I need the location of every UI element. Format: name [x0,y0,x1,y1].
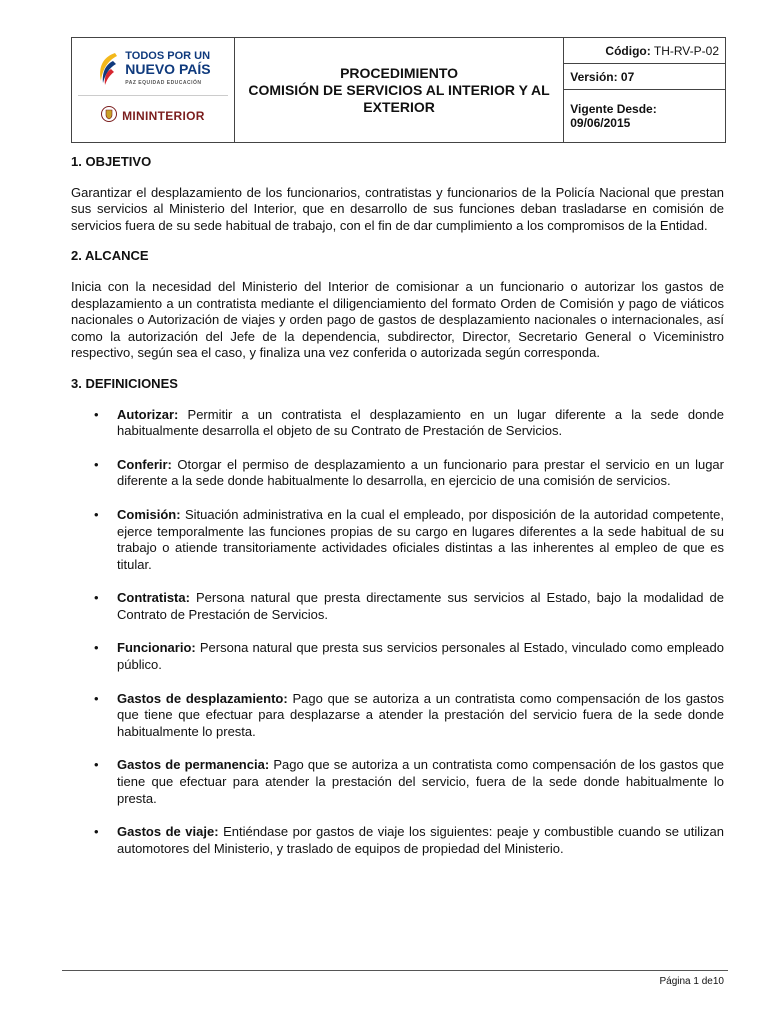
bullet-icon: • [94,824,99,840]
definition-term: Contratista: [117,590,190,606]
alcance-paragraph: Inicia con la necesidad del Ministerio del Interior de comisionar a un funcionario o autorizar los gastos de desplazamiento a un contratista mediante el diligenciamiento del formato Orden de Comisión y pago de viáticos nacionales o Autorización de viajes y orden pago de gastos de desplazamiento nacionales o internacionales, así como la autorización del Jefe de la dependencia, subdirector, Director, Secretario General o Viceministro respectivo, según sea el caso, y finaliza una vez conferida o autorizada según corresponda. [71,278,724,361]
definition-text: Otorgar el permiso de desplazamiento a un funcionario para prestar el servicio en un lugar diferente a la sede donde habitualmente lo desarrolla, en ejercicio de una comisión de servicios. [117,456,724,489]
definition-item [94,757,724,807]
document-code [564,38,726,64]
section-heading-alcance: 2. ALCANCE [71,248,149,264]
document-title [234,38,563,143]
definition-text: Pago que se autoriza a un contratista como compensación de los gastos que tiene que efectuar para atender la prestación del servicio, fuera de la sede donde habitualmente lo presta. [117,757,724,806]
bullet-icon: • [94,590,99,606]
code-label: Código: [605,43,651,58]
title-line-1: PROCEDIMIENTO [340,64,459,81]
definition-text: Entiéndase por gastos de viaje los siguientes: peaje y combustible cuando se utilizan automotores del Ministerio, y traslado de equipos de propiedad del Ministerio. [117,824,724,856]
definition-term: Gastos de permanencia: [117,757,270,773]
document-version [564,64,726,90]
coat-of-arms-icon [101,105,117,128]
bullet-icon: • [94,456,99,472]
bullet-icon: • [94,506,99,522]
bullet-icon: • [94,406,99,422]
document-valid-since [564,90,726,143]
logo-line-2: NUEVO PAÍS [125,61,211,77]
definition-item [94,824,724,857]
page-number: Página 1 de10 [659,976,724,987]
definition-term: Conferir: [117,456,172,472]
title-line-2: COMISIÓN DE SERVICIOS AL INTERIOR Y AL EXTERIOR [248,81,550,115]
definitions-list [94,407,724,858]
colombia-flag-swoosh-icon [95,51,121,89]
definition-text: Situación administrativa en la cual el empleado, por disposición de la autoridad competente, ejerce temporalmente las funciones propias de su cargo en lugares diferentes a la sede habitual de su trabajo o atiende transitoriamente actividades oficiales distintas a las inherentes al empleo de que es titular. [117,506,724,572]
definition-item [94,640,724,673]
section-heading-objetivo: 1. OBJETIVO [71,154,152,169]
section-heading-definiciones: 3. DEFINICIONES [71,375,178,391]
definition-term: Funcionario: [117,640,196,656]
definition-item [94,457,724,490]
todos-por-un-nuevo-pais-logo [78,44,228,96]
document-header [71,37,726,143]
version-label: Versión: 07 [570,69,635,84]
definition-item [94,507,724,573]
valid-label: Vigente Desde: [570,102,657,116]
logo-cell [72,38,235,143]
definition-text: Persona natural que presta directamente sus servicios al Estado, bajo la modalidad de Contrato de Prestación de Servicios. [117,590,724,622]
code-value: TH-RV-P-02 [653,43,719,58]
definition-text: Pago que se autoriza a un contratista como compensación de los gastos que tiene que efectuar para desplazarse a atender la prestación del servicio fuera de la sede donde habitualmente lo presta. [117,690,724,739]
mininterior-logo [78,96,228,136]
objetivo-paragraph: Garantizar el desplazamiento de los funcionarios, contratistas y funcionarios de la Policía Nacional que prestan sus servicios al Ministerio del Interior, que en desarrollo de sus funciones deban trasladarse en comisión de servicios fuera de su sede habitual de trabajo, con el fin de dar cumplimiento a los compromisos de la Entidad. [71,184,724,233]
valid-value: 09/06/2015 [570,116,631,130]
bullet-icon: • [94,640,99,656]
definition-text: Permitir a un contratista el desplazamiento en un lugar diferente a la sede donde habitualmente desarrolla el objeto de su Contrato de Prestación de Servicios. [117,406,724,439]
definition-term: Gastos de viaje: [117,824,219,840]
definition-item [94,691,724,741]
definition-term: Comisión: [117,506,181,522]
document-body [71,154,724,874]
logo-line-1: TODOS POR UN [125,50,211,62]
definition-text: Persona natural que presta sus servicios personales al Estado, vinculado como empleado público. [117,640,724,673]
definition-term: Gastos de desplazamiento: [117,690,288,706]
logo-subtitle: PAZ EQUIDAD EDUCACIÓN [125,80,202,86]
definition-item [94,590,724,623]
bullet-icon: • [94,757,99,773]
footer-divider [62,970,728,971]
definition-term: Autorizar: [117,406,179,422]
bullet-icon: • [94,690,99,706]
ministry-name: MININTERIOR [122,109,205,123]
definition-item [94,407,724,440]
